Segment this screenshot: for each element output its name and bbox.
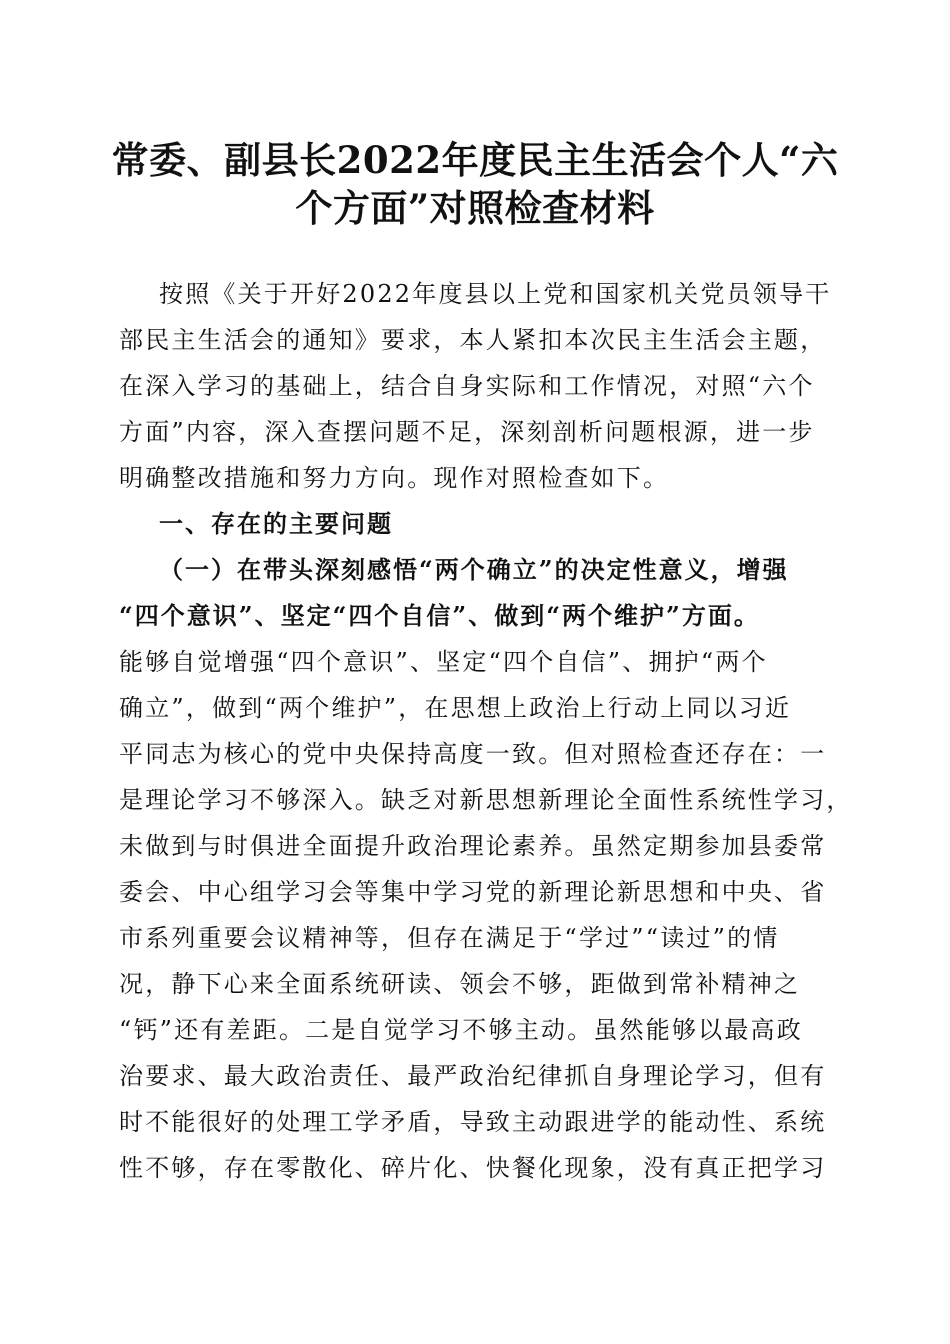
body-line: 能够自觉增强“四个意识”、坚定“四个自信”、拥护“两个 — [119, 648, 768, 676]
intro-line: 按照《关于开好2022年度县以上党和国家机关党员领导干 — [159, 280, 832, 308]
section-heading: 一、存在的主要问题 — [159, 509, 393, 538]
body-line: 时不能很好的处理工学矛盾，导致主动跟进学的能动性、系统 — [119, 1108, 827, 1136]
body-line: 治要求、最大政治责任、最严政治纪律抓自身理论学习，但有 — [119, 1062, 827, 1090]
subsection-heading-line: “四个意识”、坚定“四个自信”、做到“两个维护”方面。 — [119, 601, 760, 630]
intro-line: 方面”内容，深入查摆问题不足，深刻剖析问题根源，进一步 — [119, 418, 815, 446]
intro-line: 明确整改措施和努力方向。现作对照检查如下。 — [119, 464, 670, 492]
body-line: 是理论学习不够深入。缺乏对新思想新理论全面性系统性学习， — [119, 786, 853, 814]
body-line: “钙”还有差距。二是自觉学习不够主动。虽然能够以最高政 — [119, 1016, 803, 1044]
body-line: 性不够，存在零散化、碎片化、快餐化现象，没有真正把学习 — [119, 1154, 827, 1182]
body-line: 确立”，做到“两个维护”，在思想上政治上行动上同以习近 — [119, 694, 792, 722]
body-line: 委会、中心组学习会等集中学习党的新理论新思想和中央、省 — [119, 878, 827, 906]
title-line: 常委、副县长2022年度民主生活会个人“六 — [111, 138, 839, 182]
body-line: 况，静下心来全面系统研读、领会不够，距做到常补精神之 — [119, 970, 801, 998]
subsection-heading-line: （一）在带头深刻感悟“两个确立”的决定性意义，增强 — [159, 555, 789, 584]
body-line: 未做到与时俱进全面提升政治理论素养。虽然定期参加县委常 — [119, 832, 827, 860]
document-title — [100, 136, 850, 232]
intro-line: 在深入学习的基础上，结合自身实际和工作情况，对照“六个 — [119, 372, 815, 400]
intro-line: 部民主生活会的通知》要求，本人紧扣本次民主生活会主题， — [119, 326, 827, 354]
body-line: 平同志为核心的党中央保持高度一致。但对照检查还存在：一 — [119, 740, 827, 768]
body-line: 市系列重要会议精神等，但存在满足于“学过”“读过”的情 — [119, 924, 780, 952]
document-body — [119, 271, 853, 1191]
title-line: 个方面”对照检查材料 — [295, 186, 655, 230]
